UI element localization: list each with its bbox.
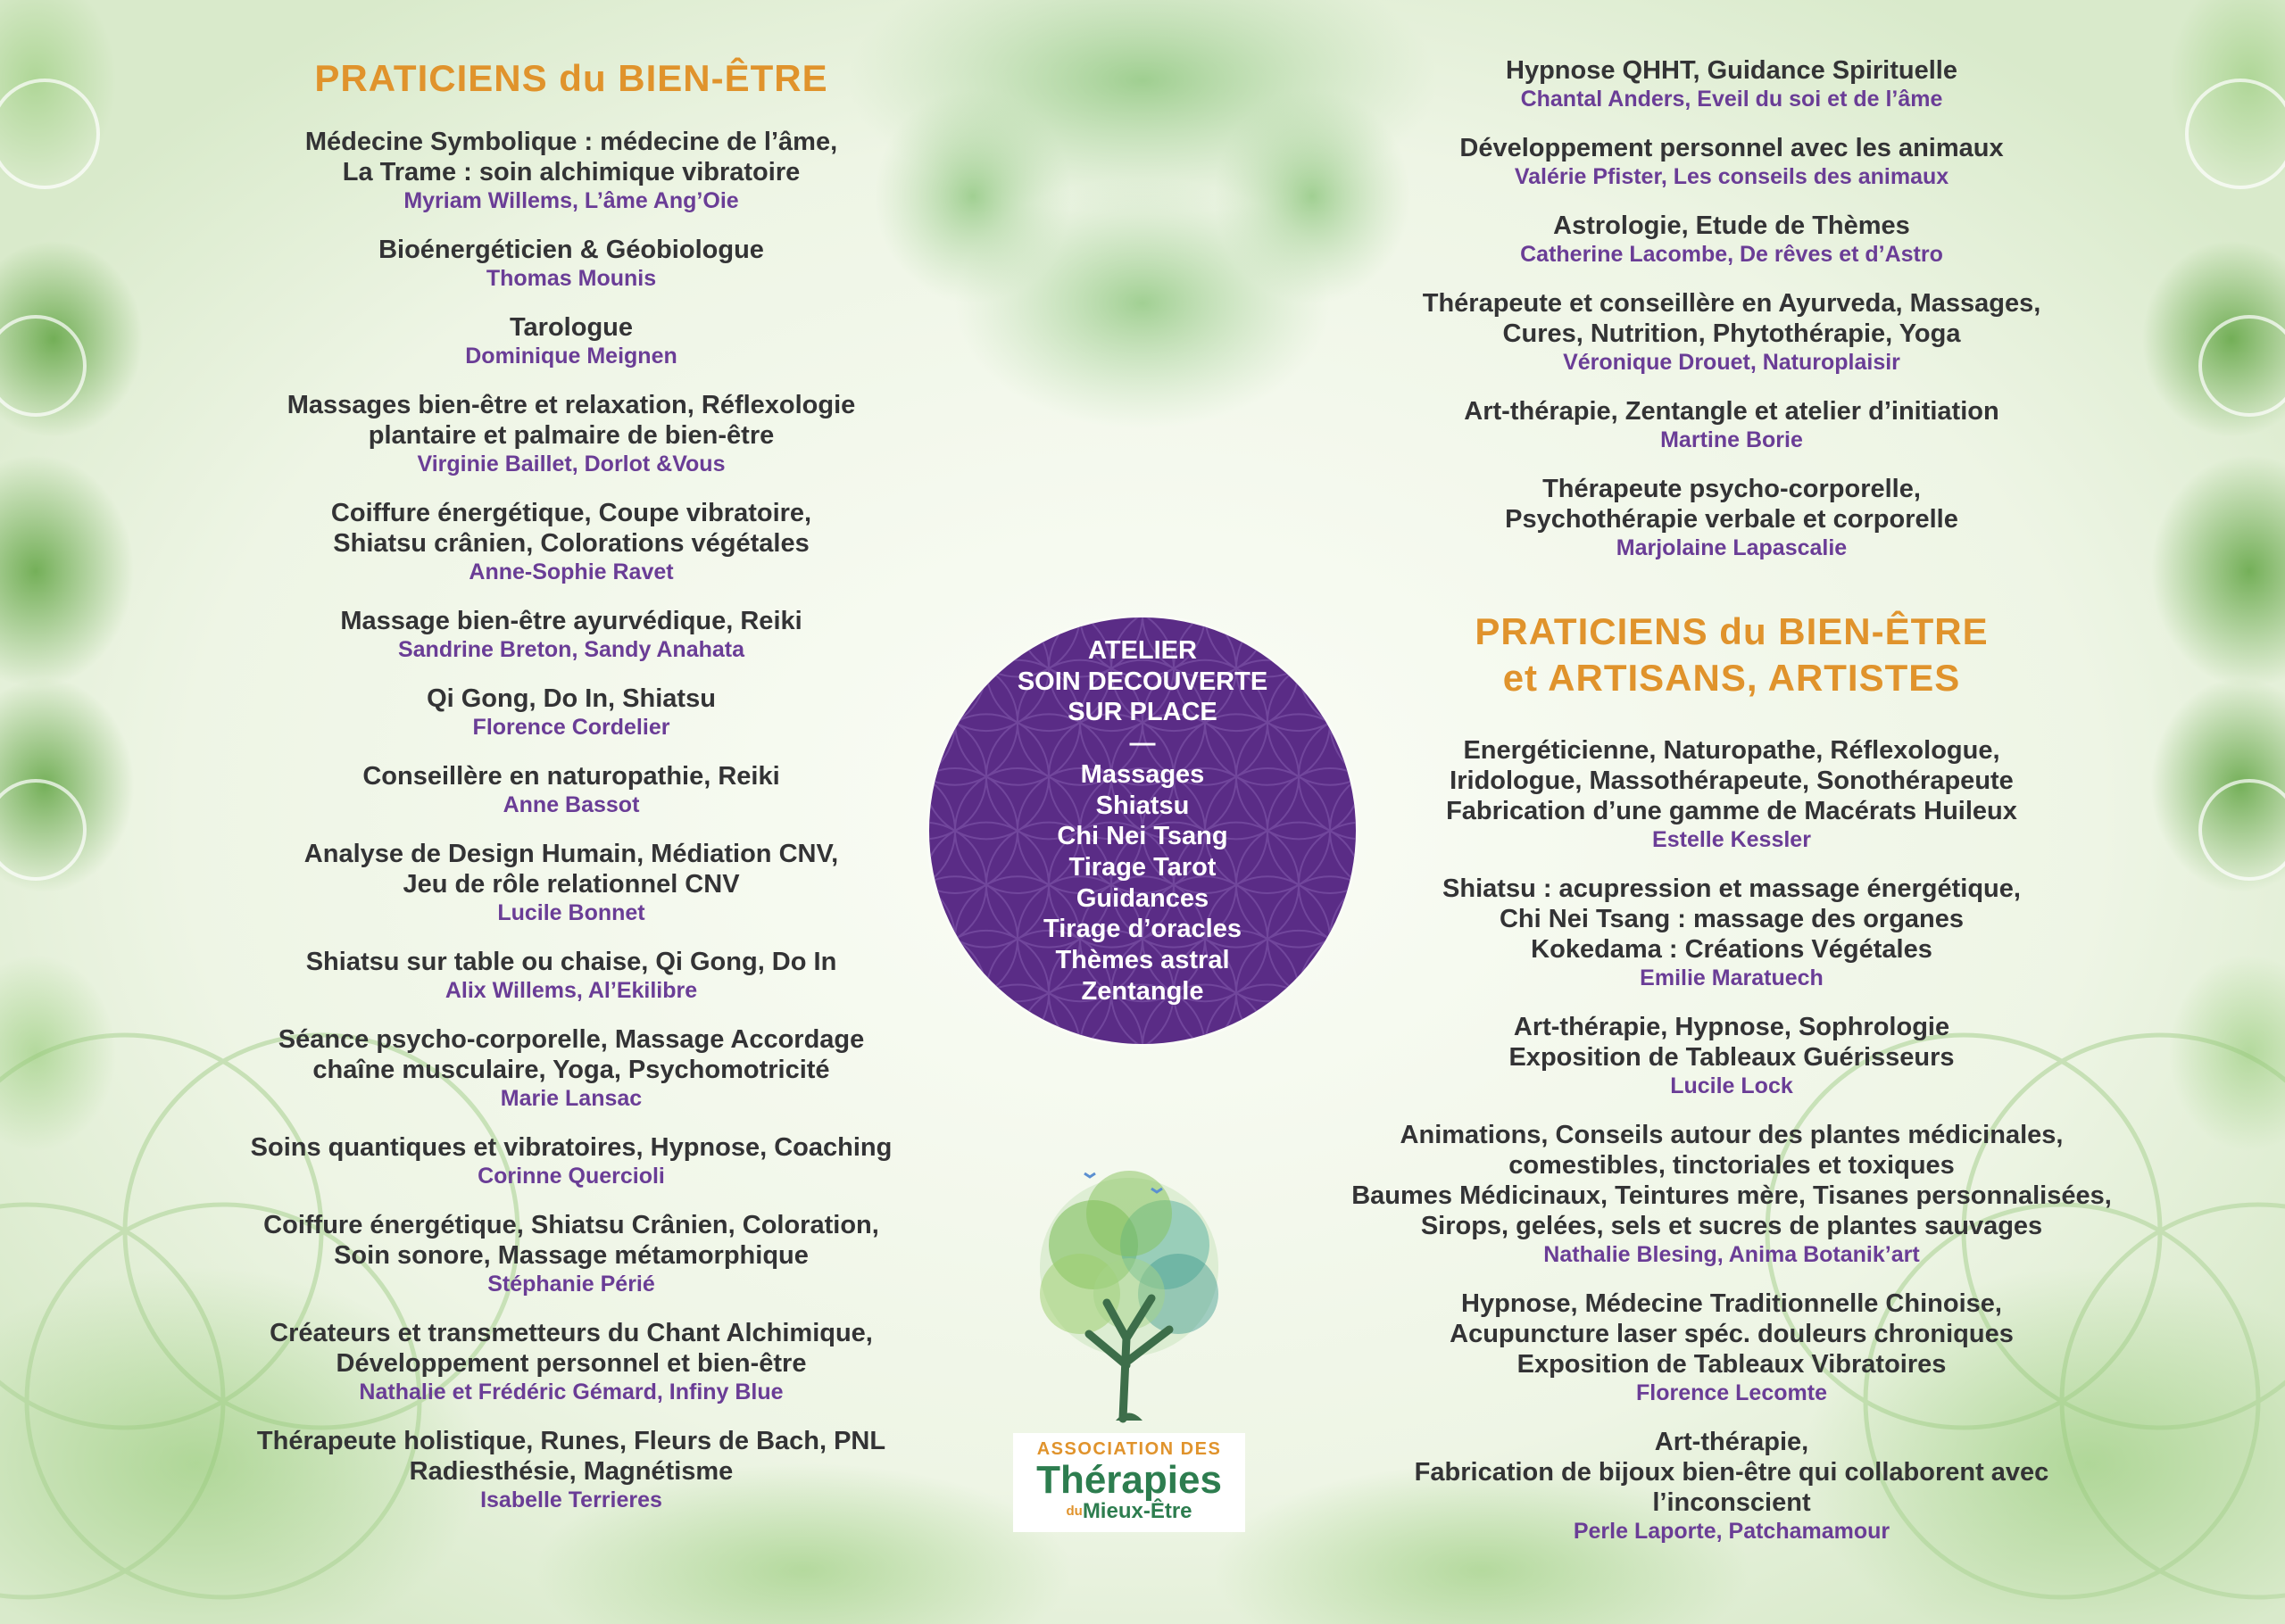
practitioner-entry [161,839,982,927]
entry-specialty-line: Coiffure énergétique, Shiatsu Crânien, Coloration, [263,1211,879,1239]
entry-specialty-line: comestibles, tinctoriales et toxiques [1508,1151,1955,1180]
practitioner-entry [1285,288,2178,377]
entry-specialty-line: Shiatsu : acupression et massage énergétique, [1442,874,2021,903]
association-logo [1009,1160,1250,1553]
practitioner-entry [1285,874,2178,992]
practitioner-entry [1285,133,2178,191]
entry-specialty-line: Art-thérapie, Zentangle et atelier d’initiation [1464,397,1999,426]
entry-specialty-line: Exposition de Tableaux Guérisseurs [1508,1043,1955,1072]
entry-specialty-line: Séance psycho-corporelle, Massage Accordage [278,1025,865,1054]
practitioner-entry [1285,1288,2178,1407]
atelier-title-1: ATELIER [1088,636,1197,665]
atelier-title-2: SOIN DECOUVERTE [1017,667,1268,696]
practitioner-entry [161,235,982,293]
right-top-entries [1285,55,2178,562]
practitioner-entry [161,606,982,664]
entry-specialty-line: Bioénergéticien & Géobiologue [378,236,764,264]
entry-practitioner-name: Myriam Willems, L’âme Ang’Oie [403,188,739,213]
entry-specialty-line: Art-thérapie, Hypnose, Sophrologie [1513,1013,1950,1041]
atelier-text [929,635,1356,1007]
entry-practitioner-name: Perle Laporte, Patchamamour [1573,1519,1890,1544]
entry-specialty-line: Hypnose QHHT, Guidance Spirituelle [1506,56,1957,85]
entry-specialty-line: Cures, Nutrition, Phytothérapie, Yoga [1502,319,1961,348]
logo-wordmark [1013,1433,1245,1532]
entry-practitioner-name: Martine Borie [1660,427,1803,452]
section-title-artisans [1285,609,2178,701]
atelier-item: Guidances [1076,883,1209,913]
entry-specialty-line: Soins quantiques et vibratoires, Hypnose, Coaching [250,1133,893,1162]
entry-specialty-line: Shiatsu crânien, Colorations végétales [333,529,810,558]
entry-practitioner-name: Virginie Baillet, Dorlot &Vous [417,452,726,476]
entry-specialty-line: Qi Gong, Do In, Shiatsu [427,684,716,713]
atelier-circle [929,617,1356,1044]
entry-practitioner-name: Lucile Bonnet [497,900,645,925]
entry-specialty-line: Hypnose, Médecine Traditionnelle Chinoise, [1461,1289,2002,1318]
section-title-praticiens: PRATICIENS du BIEN-ÊTRE [314,57,828,99]
practitioner-entry [161,1132,982,1190]
practitioner-entry [1285,55,2178,113]
entry-specialty-line: Thérapeute et conseillère en Ayurveda, Massages, [1422,289,2041,318]
practitioner-entry [161,498,982,586]
entry-specialty-line: Shiatsu sur table ou chaise, Qi Gong, Do In [305,948,837,976]
entry-specialty-line: Jeu de rôle relationnel CNV [403,870,740,899]
entry-practitioner-name: Lucile Lock [1670,1073,1793,1098]
entry-specialty-line: Conseillère en naturopathie, Reiki [362,762,780,791]
entry-practitioner-name: Nathalie et Frédéric Gémard, Infiny Blue [359,1380,784,1404]
atelier-item: Shiatsu [1095,791,1190,820]
entry-specialty-line: Chi Nei Tsang : massage des organes [1499,905,1965,933]
entry-specialty-line: Développement personnel avec les animaux [1459,134,2004,162]
section-title-line-1: PRATICIENS du BIEN-ÊTRE [1475,610,1989,652]
entry-practitioner-name: Corinne Quercioli [478,1164,665,1189]
atelier-separator: — [1129,729,1156,758]
practitioner-entry [1285,211,2178,269]
entry-practitioner-name: Estelle Kessler [1652,827,1811,852]
entry-specialty-line: Soin sonore, Massage métamorphique [334,1241,809,1270]
logo-therapies: Thérapies [1036,1458,1222,1502]
entry-practitioner-name: Emilie Maratuech [1640,965,1824,990]
entry-specialty-line: Exposition de Tableaux Vibratoires [1516,1350,1947,1379]
entry-practitioner-name: Stéphanie Périé [487,1272,655,1297]
practitioner-entry [1285,474,2178,562]
entry-specialty-line: Astrologie, Etude de Thèmes [1553,211,1910,240]
entry-specialty-line: Fabrication d’une gamme de Macérats Huileux [1446,797,2017,825]
entry-specialty-line: Sirops, gelées, sels et sucres de plantes sauvages [1420,1212,2043,1240]
entry-practitioner-name: Sandrine Breton, Sandy Anahata [397,637,745,662]
entry-practitioner-name: Valérie Pfister, Les conseils des animaux [1514,164,1949,189]
atelier-item: Chi Nei Tsang [1057,822,1228,851]
entry-specialty-line: plantaire et palmaire de bien-être [368,421,775,450]
practitioner-entry [1285,1427,2178,1545]
entry-specialty-line: Kokedama : Créations Végétales [1531,935,1932,964]
entry-specialty-line: Massage bien-être ayurvédique, Reiki [340,607,802,635]
practitioner-entry [161,1024,982,1113]
logo-du: du [1066,1504,1083,1519]
entry-specialty-line: Coiffure énergétique, Coupe vibratoire, [330,499,812,527]
entry-specialty-line: Thérapeute psycho-corporelle, [1542,475,1921,503]
practitioner-entry [161,1426,982,1514]
entry-specialty-line: l’inconscient [1652,1488,1811,1517]
practitioner-entry [161,390,982,478]
entry-practitioner-name: Anne-Sophie Ravet [469,559,674,584]
practitioner-entry [161,1318,982,1406]
practitioner-entry [1285,1120,2178,1269]
entry-specialty-line: Animations, Conseils autour des plantes médicinales, [1400,1121,2064,1149]
section-title-line-2: et ARTISANS, ARTISTES [1502,657,1961,699]
entry-specialty-line: Art-thérapie, [1654,1428,1809,1456]
entry-specialty-line: Psychothérapie verbale et corporelle [1505,505,1958,534]
entry-practitioner-name: Marie Lansac [500,1086,643,1111]
atelier-item: Thèmes astral [1055,946,1230,975]
entry-specialty-line: Acupuncture laser spéc. douleurs chroniques [1450,1320,2014,1348]
left-entries [161,127,982,1514]
practitioner-entry [161,312,982,370]
right-column [1285,55,2178,1565]
entry-practitioner-name: Florence Cordelier [472,715,670,740]
entry-practitioner-name: Dominique Meignen [465,344,677,369]
entry-practitioner-name: Florence Lecomte [1636,1380,1827,1405]
entry-practitioner-name: Anne Bassot [503,792,640,817]
practitioner-entry [1285,1012,2178,1100]
tree-icon [1009,1160,1250,1428]
entry-practitioner-name: Isabelle Terrieres [480,1487,662,1512]
entry-specialty-line: Analyse de Design Humain, Médiation CNV, [303,840,839,868]
logo-mieux-etre-line [1017,1501,1242,1525]
entry-practitioner-name: Thomas Mounis [486,266,657,291]
entry-specialty-line: Radiesthésie, Magnétisme [409,1457,734,1486]
practitioner-entry [161,684,982,742]
entry-specialty-line: Thérapeute holistique, Runes, Fleurs de Bach, PNL [256,1427,886,1455]
entry-specialty-line: Développement personnel et bien-être [336,1349,807,1378]
practitioner-entry [1285,396,2178,454]
atelier-item: Zentangle [1081,976,1204,1006]
entry-specialty-line: Baumes Médicinaux, Teintures mère, Tisanes personnalisées, [1351,1181,2112,1210]
entry-practitioner-name: Marjolaine Lapascalie [1616,535,1848,560]
entry-specialty-line: Iridologue, Massothérapeute, Sonothérapeute [1450,766,2014,795]
logo-mieux-etre: Mieux-Être [1082,1499,1192,1523]
logo-association-des: ASSOCIATION DES [1036,1439,1222,1459]
entry-practitioner-name: Alix Willems, Al’Ekilibre [445,978,698,1003]
practitioner-entry [161,947,982,1005]
practitioner-entry [161,1210,982,1298]
entry-specialty-line: Fabrication de bijoux bien-être qui collaborent avec [1414,1458,2049,1487]
atelier-title-3: SUR PLACE [1068,698,1217,727]
entry-specialty-line: Créateurs et transmetteurs du Chant Alchimique, [270,1319,873,1347]
left-column [161,55,982,1534]
practitioner-entry [161,761,982,819]
entry-specialty-line: Tarologue [509,313,634,342]
entry-specialty-line: Médecine Symbolique : médecine de l’âme, [304,128,838,156]
practitioner-entry [1285,735,2178,854]
entry-practitioner-name: Catherine Lacombe, De rêves et d’Astro [1520,242,1943,267]
entry-specialty-line: Massages bien-être et relaxation, Réflexologie [287,391,856,419]
entry-specialty-line: chaîne musculaire, Yoga, Psychomotricité [312,1056,830,1084]
atelier-item: Tirage d’oracles [1043,915,1242,944]
entry-practitioner-name: Nathalie Blesing, Anima Botanik’art [1543,1242,1920,1267]
right-section-entries [1285,735,2178,1545]
atelier-item: Tirage Tarot [1068,852,1217,882]
atelier-items [929,759,1356,1007]
entry-specialty-line: La Trame : soin alchimique vibratoire [342,158,801,186]
entry-specialty-line: Energéticienne, Naturopathe, Réflexologue, [1463,736,2000,765]
entry-practitioner-name: Véronique Drouet, Naturoplaisir [1563,350,1900,375]
entry-practitioner-name: Chantal Anders, Eveil du soi et de l’âme [1520,87,1943,112]
practitioner-entry [161,127,982,215]
atelier-item: Massages [1080,759,1205,789]
